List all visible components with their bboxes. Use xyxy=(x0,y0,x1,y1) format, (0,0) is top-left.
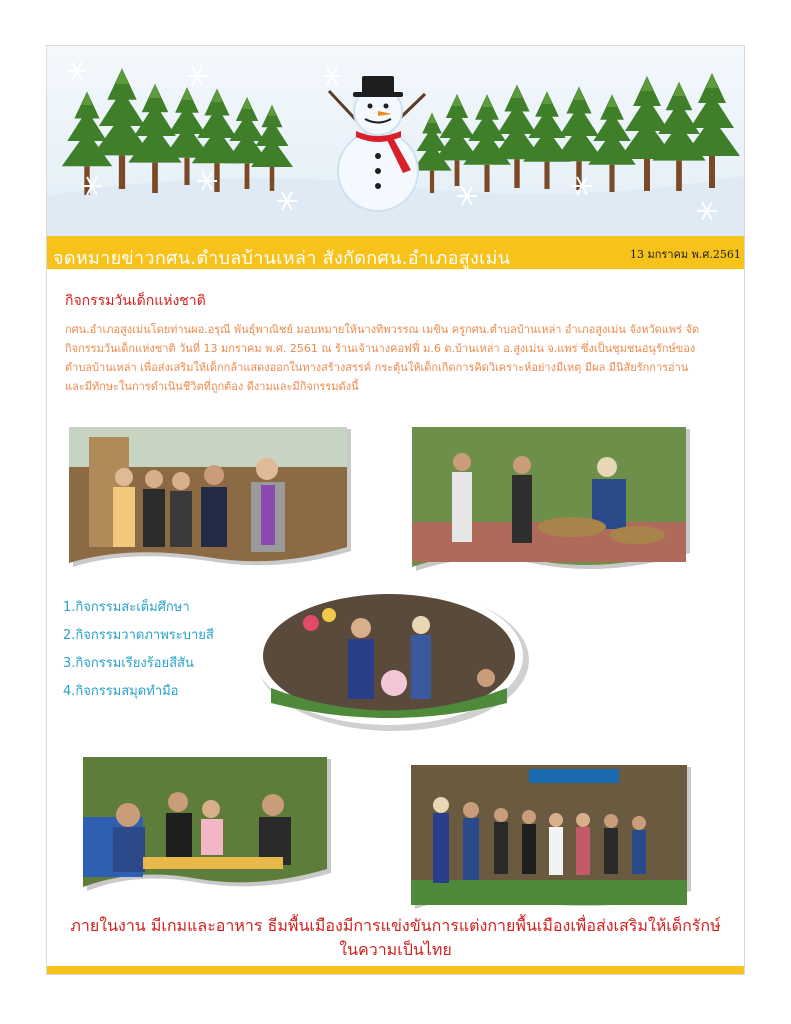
activity-item: 1.กิจกรรมสะเต็มศึกษา xyxy=(63,600,190,615)
activity-list xyxy=(63,594,214,706)
snowman-illustration xyxy=(329,76,425,211)
winter-illustration xyxy=(47,46,744,236)
newsletter-title: จดหมายข่าวกศน.ตำบลบ้านเหล่า สังกัดกศน.อำเภอสูงเม่น xyxy=(53,248,511,269)
newsletter-page xyxy=(46,45,745,975)
activity-item: 4.กิจกรรมสมุดทำมือ xyxy=(63,684,179,699)
activity-item: 2.กิจกรรมวาดภาพระบายสี xyxy=(63,628,214,643)
section-heading: กิจกรรมวันเด็กแห่งชาติ xyxy=(65,293,206,309)
issue-date: 13 มกราคม พ.ศ.2561 xyxy=(630,248,741,261)
photo-food-activity xyxy=(412,427,692,577)
photo-balloon-game xyxy=(251,583,531,733)
winter-banner xyxy=(47,46,744,236)
activity-item: 3.กิจกรรมเรียงร้อยสีสัน xyxy=(63,656,194,671)
closing-caption-line1: ภายในงาน มีเกมและอาหาร ธีมพื้นเมืองมีการแข่งขันการแต่งกายพื้นเมืองเพื่อส่งเสริมให้เด็กรักษ์ xyxy=(70,916,721,935)
photo-costume-contest xyxy=(411,765,693,913)
closing-caption xyxy=(47,914,744,962)
bottom-accent-bar xyxy=(47,966,744,974)
photo-group-portrait xyxy=(69,427,354,572)
closing-caption-line2: ในความเป็นไทย xyxy=(339,940,452,959)
photo-children-drawing xyxy=(83,757,333,892)
intro-paragraph: กศน.อำเภอสูงเม่นโดยท่านผอ.อรุณี พันธุ์พาณิชย์ มอบหมายให้นางทิพวรรณ เมขิน ครูกศน.ตำบลบ้านเหล่า อำเภอสูงเม่น จังหวัดแพร่ จัดกิจกรรมวันเด็กแห่งชาติ วันที่ 13 มกราคม พ.ศ. 2561 ณ ร้านเจ้านางคอฟฟี่ ม.6 ต.บ้านเหล่า อ.สูงเม่น จ.แพร่ ซึ่งเป็นชุมชนอนุรักษ์ของตำบลบ้านเหล่า เพื่อส่งเสริมให้เด็กกล้าแสดงออกในทางสร้างสรรค์ กระตุ้นให้เด็กเกิดการคิดวิเคราะห์อย่างมีเหตุ มีผล มีนิสัยรักการอ่านและมีทักษะในการดำเนินชีวิตที่ถูกต้อง ดีงามและมีกิจกรรมดังนี้ xyxy=(65,323,700,393)
